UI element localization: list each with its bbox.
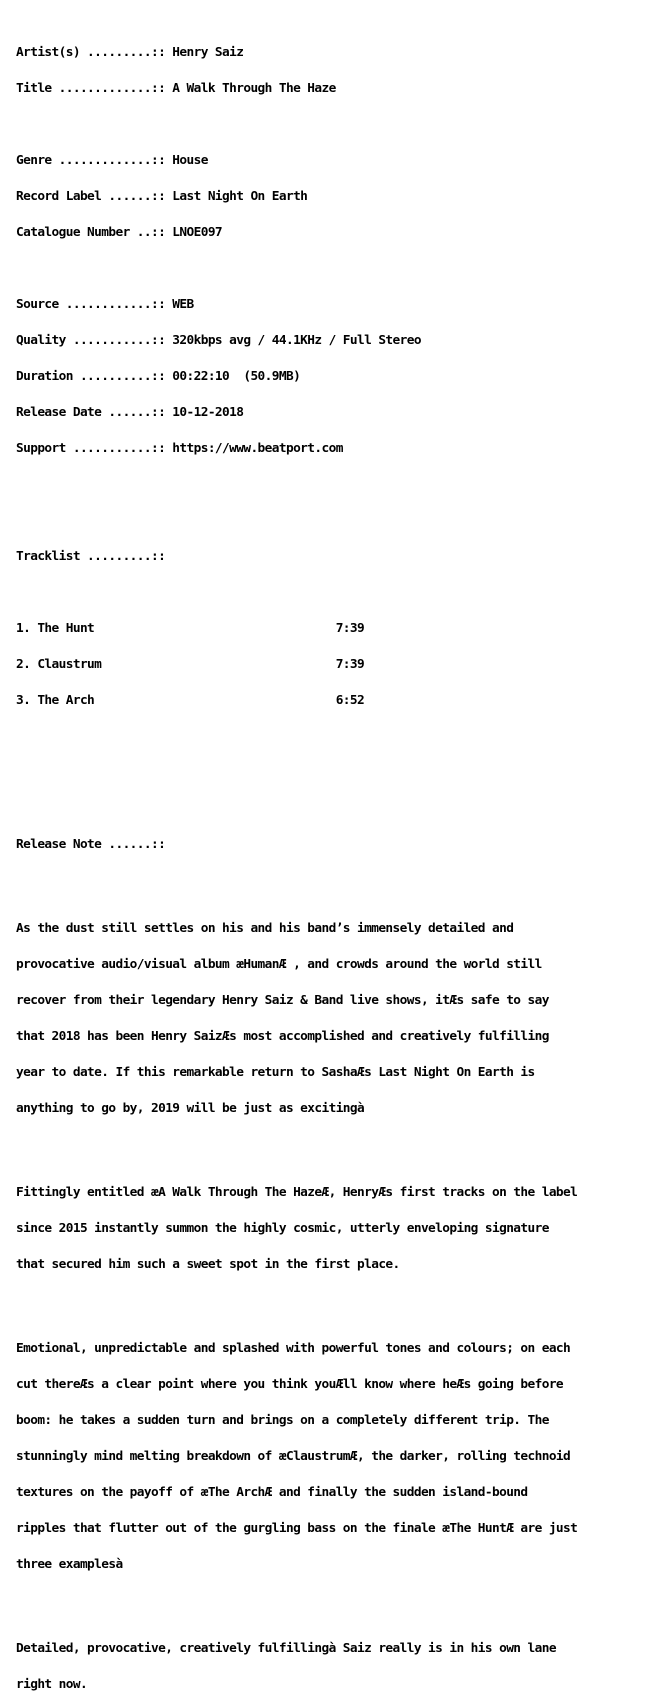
genre-line: Genre .............:: House [16, 153, 208, 168]
spacer [16, 731, 652, 743]
release-note-line: anything to go by, 2019 will be just as excitingà [16, 1101, 365, 1116]
release-note-line: cut thereÆs a clear point where you think youÆll know where heÆs going before [16, 1377, 564, 1392]
release-note-line: Fittingly entitled æA Walk Through The HazeÆ, HenryÆs first tracks on the label [16, 1185, 578, 1200]
spacer [16, 119, 652, 131]
quality-line: Quality ...........:: 320kbps avg / 44.1KHz / Full Stereo [16, 333, 421, 348]
nfo-document [16, 23, 652, 1703]
spacer [16, 263, 652, 275]
catalogue-number-line: Catalogue Number ..:: LNOE097 [16, 225, 223, 240]
track-row: 1. The Hunt 7:39 [16, 621, 365, 636]
release-note-line: Emotional, unpredictable and splashed with powerful tones and colours; on each [16, 1341, 571, 1356]
title-line: Title .............:: A Walk Through The Haze [16, 81, 336, 96]
release-note-line: stunningly mind melting breakdown of æClaustrumÆ, the darker, rolling technoid [16, 1449, 571, 1464]
record-label-line: Record Label ......:: Last Night On Earth [16, 189, 308, 204]
tracklist-heading: Tracklist .........:: [16, 549, 166, 564]
release-note-line: three examplesà [16, 1557, 123, 1572]
release-note-line: since 2015 instantly summon the highly cosmic, utterly enveloping signature [16, 1221, 549, 1236]
source-line: Source ............:: WEB [16, 297, 194, 312]
release-note-line: textures on the payoff of æThe ArchÆ and finally the sudden island-bound [16, 1485, 528, 1500]
spacer [16, 803, 652, 815]
track-row: 3. The Arch 6:52 [16, 693, 365, 708]
release-note-line: that secured him such a sweet spot in the first place. [16, 1257, 400, 1272]
spacer [16, 1295, 652, 1307]
duration-line: Duration ..........:: 00:22:10 (50.9MB) [16, 369, 301, 384]
spacer [16, 1595, 652, 1607]
release-note-heading: Release Note ......:: [16, 837, 166, 852]
release-note-line: recover from their legendary Henry Saiz & Band live shows, itÆs safe to say [16, 993, 549, 1008]
spacer [16, 515, 652, 527]
release-note-line: provocative audio/visual album æHumanÆ , and crowds around the world still [16, 957, 542, 972]
artist-line: Artist(s) .........:: Henry Saiz [16, 45, 244, 60]
spacer [16, 767, 652, 779]
release-date-line: Release Date ......:: 10-12-2018 [16, 405, 244, 420]
release-note-line: ripples that flutter out of the gurgling bass on the finale æThe HuntÆ are just [16, 1521, 578, 1536]
spacer [16, 479, 652, 491]
release-note-line: that 2018 has been Henry SaizÆs most accomplished and creatively fulfilling [16, 1029, 549, 1044]
spacer [16, 875, 652, 887]
release-note-line: boom: he takes a sudden turn and brings on a completely different trip. The [16, 1413, 549, 1428]
spacer [16, 1139, 652, 1151]
spacer [16, 587, 652, 599]
release-note-line: right now. [16, 1677, 88, 1692]
track-row: 2. Claustrum 7:39 [16, 657, 365, 672]
release-note-line: year to date. If this remarkable return to SashaÆs Last Night On Earth is [16, 1065, 535, 1080]
support-line: Support ...........:: https://www.beatport.com [16, 441, 343, 456]
release-note-line: Detailed, provocative, creatively fulfillingà Saiz really is in his own lane [16, 1641, 556, 1656]
release-note-line: As the dust still settles on his and his band’s immensely detailed and [16, 921, 514, 936]
